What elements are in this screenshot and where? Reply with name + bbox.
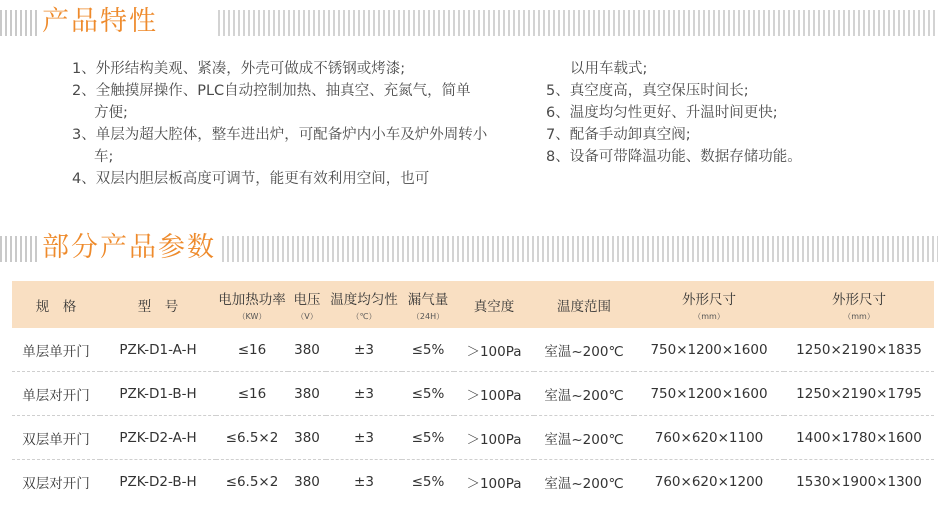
feature-item: 4、双层内胆层板高度可调节，能更有效利用空间，也可 [72,171,430,187]
column-header: 温度均匀性 （℃） [326,281,402,328]
table-row [12,372,934,416]
table-cell: 双层单开门 [12,416,100,460]
column-header: 温度范围 [534,281,634,328]
table-cell: PZK-D1-A-H [100,328,216,372]
table-cell: ±3 [326,416,402,460]
column-header: 规 格 [12,281,100,328]
table-cell: 双层对开门 [22,475,90,492]
feature-item: 8、设备可带降温功能、数据存储功能。 [546,149,802,165]
table-cell: 750×1200×1600 [634,372,784,416]
feature-item: 7、配备手动卸真空阀; [546,127,691,143]
table-cell: ＞100Pa [454,372,534,416]
table-cell: 380 [288,372,326,416]
table-cell: 750×1200×1600 [634,328,784,372]
table-cell: ±3 [326,328,402,372]
table-cell: 1530×1900×1300 [796,473,922,490]
table-cell: ≤5% [402,328,454,372]
column-header: 外形尺寸 （mm） [634,281,784,328]
table-cell: ＞100Pa [454,416,534,460]
column-header: 电加热功率 （KW） [216,281,288,328]
table-cell: ≤5% [402,372,454,416]
table-cell: ＞100Pa [466,475,522,492]
table-cell: 760×620×1200 [654,473,764,490]
table-row [12,328,934,372]
column-header: 电压 （V） [288,281,326,328]
table-row [12,416,934,460]
product-parameters-table [12,281,934,503]
table-cell: 380 [294,473,320,490]
feature-item: 1、外形结构美观、紧凑，外壳可做成不锈钢或烤漆; [72,61,406,77]
header-hatch-right [218,10,938,36]
table-cell: 室温~200℃ [534,416,634,460]
feature-item: 3、单层为超大腔体，整车进出炉，可配备炉内小车及炉外周转小车; [72,127,488,165]
table-cell: ≤5% [402,416,454,460]
table-cell: 380 [288,328,326,372]
table-cell: ≤5% [411,473,445,490]
table-cell: 760×620×1100 [634,416,784,460]
table-cell: ≤6.5×2 [225,473,279,490]
table-header-row [12,281,934,328]
table-cell: 单层对开门 [12,372,100,416]
features-left-column [72,58,488,190]
column-header: 外形尺寸 （mm） [784,281,934,328]
feature-item: 2、全触摸屏操作、PLC自动控制加热、抽真空、充氮气，简单方便; [72,83,471,121]
table-cell: ±3 [354,473,374,490]
table-cell: ≤16 [216,372,288,416]
table-cell: 380 [288,416,326,460]
feature-item: 6、温度均匀性更好、升温时间更快; [546,105,778,121]
table-cell: 1250×2190×1835 [784,328,934,372]
table-cell: 室温~200℃ [534,328,634,372]
column-header: 真空度 [454,281,534,328]
table-row [12,460,934,504]
table-cell: 室温~200℃ [534,372,634,416]
table-cell: ＞100Pa [454,328,534,372]
table-cell: ≤6.5×2 [216,416,288,460]
section-header-features [0,2,938,42]
column-header: 漏气量 （24H） [402,281,454,328]
header-hatch-left [0,10,38,36]
table-cell: ≤16 [216,328,288,372]
table-cell: 单层单开门 [12,328,100,372]
feature-item: 5、真空度高，真空保压时间长; [546,83,749,99]
table-cell: ±3 [326,372,402,416]
section-header-parameters [0,228,938,268]
table-cell: 1400×1780×1600 [784,416,934,460]
features-right-column [546,58,846,168]
feature-item: 以用车载式; [570,61,648,77]
header-hatch-left [0,236,38,262]
section-title-parameters: 部分产品参数 [42,232,216,263]
table-cell: PZK-D2-A-H [100,416,216,460]
table-cell: 1250×2190×1795 [784,372,934,416]
table-cell: 室温~200℃ [544,475,624,492]
section-title-features: 产品特性 [42,6,158,37]
header-hatch-right [222,236,938,262]
table-cell: PZK-D1-B-H [100,372,216,416]
table-cell: PZK-D2-B-H [119,473,197,490]
column-header: 型 号 [100,281,216,328]
